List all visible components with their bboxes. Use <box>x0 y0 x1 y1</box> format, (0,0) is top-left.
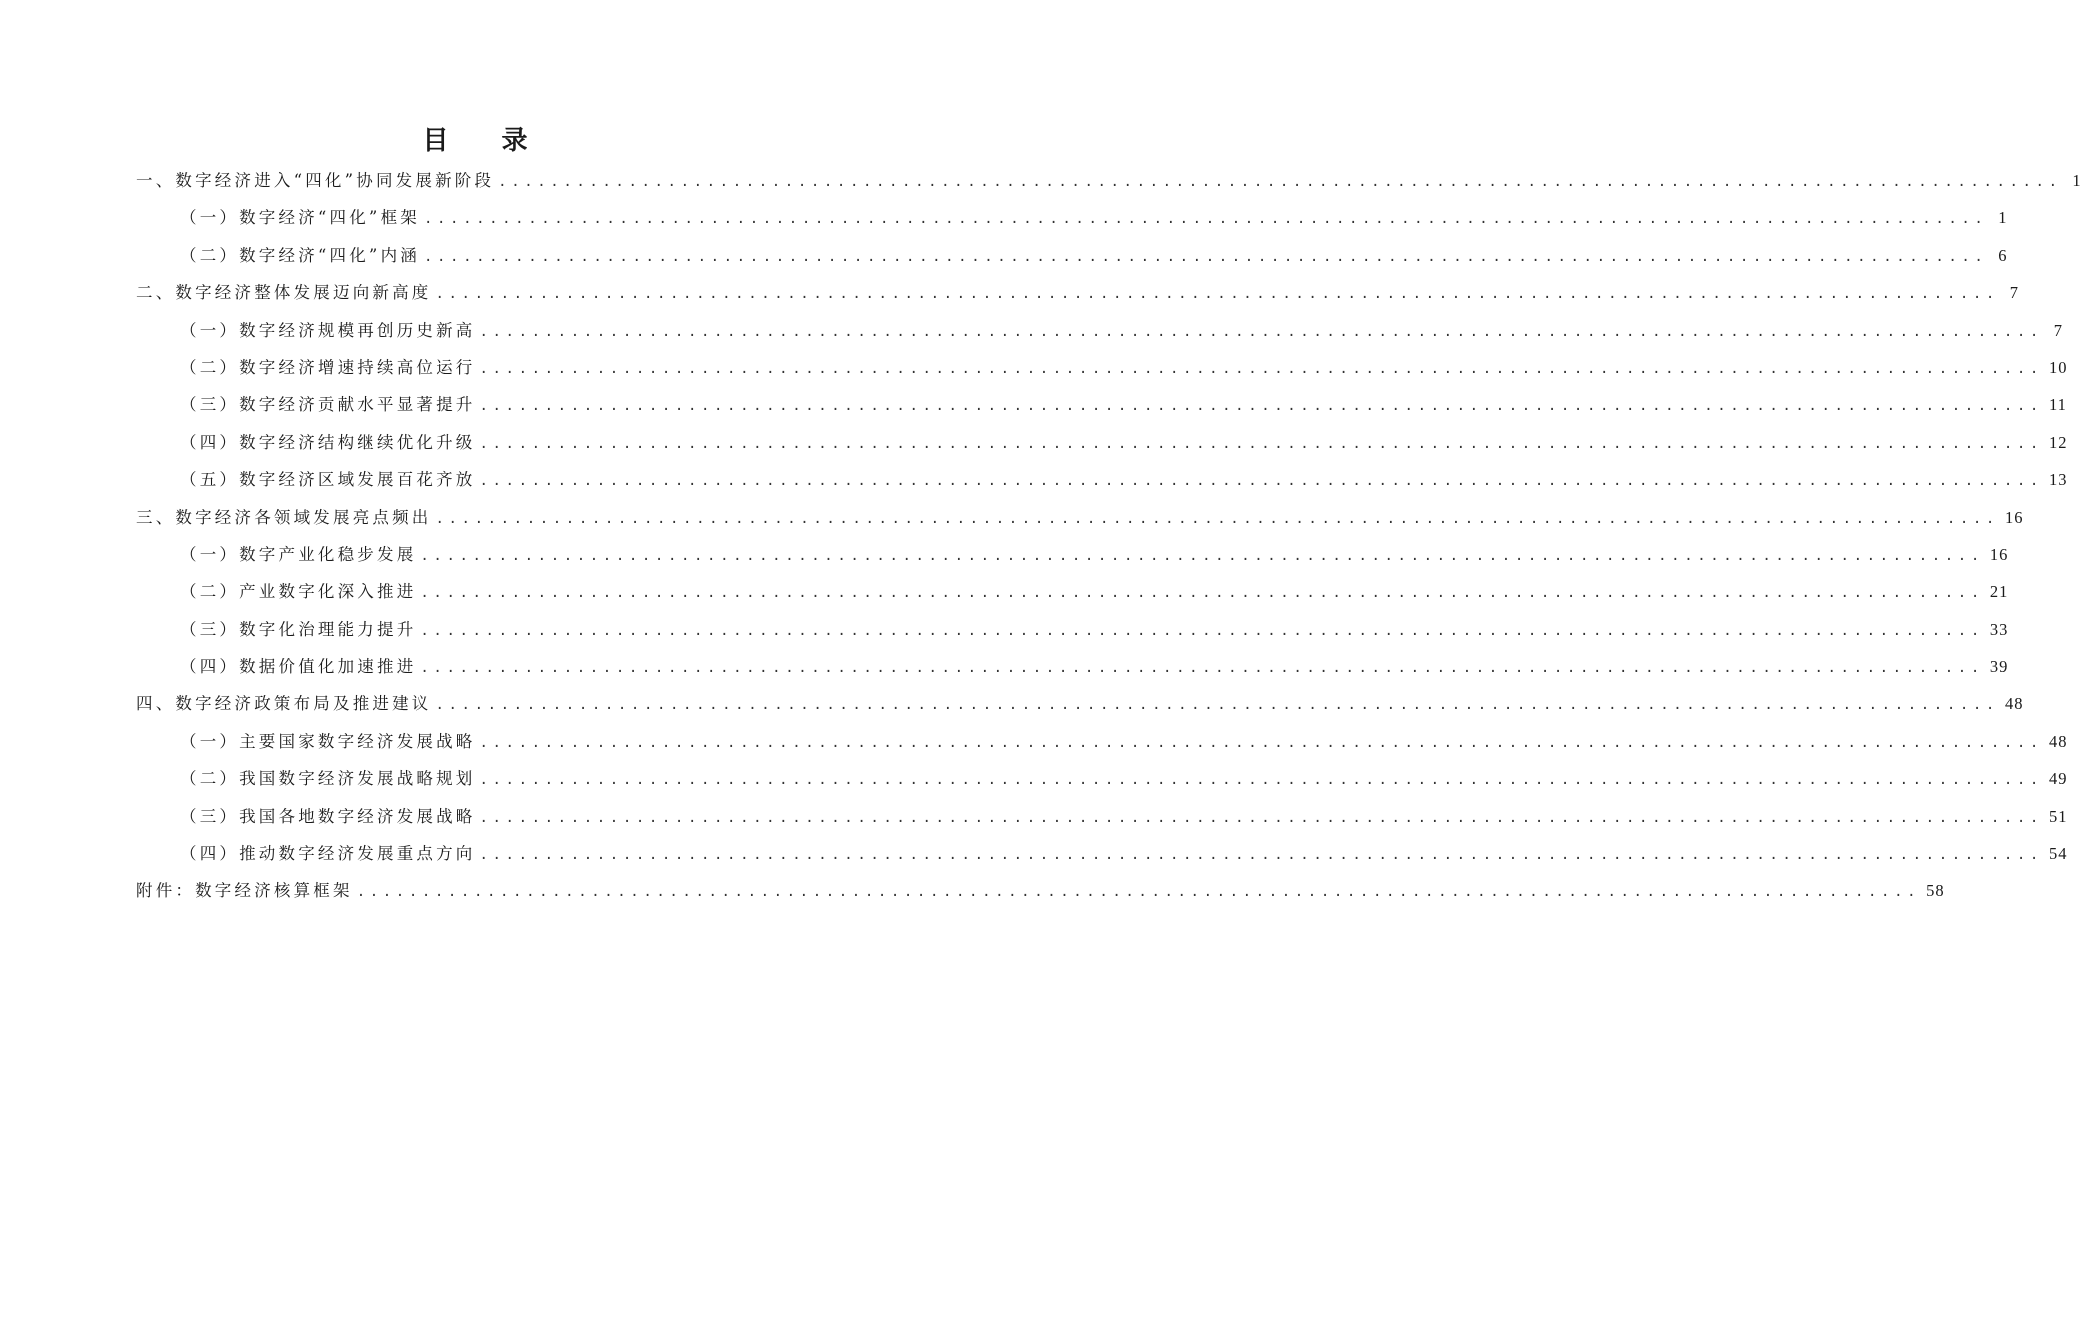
toc-entry[interactable] <box>136 204 2008 241</box>
toc-entry[interactable] <box>136 803 2068 840</box>
toc-dot-leader: ........................................................................................................................ <box>479 473 2043 490</box>
toc-dot-leader: ........................................................................................................................ <box>479 809 2043 826</box>
toc-dot-leader: ........................................................................................................................ <box>423 248 1988 265</box>
toc-entry-label: （二）我国数字经济发展战略规划 <box>180 769 476 789</box>
toc-entry[interactable] <box>136 728 2068 765</box>
toc-page-number: 39 <box>1989 657 2009 677</box>
toc-dot-leader: ........................................................................................................................ <box>435 697 1999 714</box>
toc-entry-label: 四、数字经济政策布局及推进建议 <box>136 694 432 714</box>
toc-entry-label: （二）产业数字化深入推进 <box>180 582 417 602</box>
toc-dot-leader: ........................................................................................................................ <box>479 734 2043 751</box>
toc-entry-label: （四）数据价值化加速推进 <box>180 657 417 677</box>
toc-page-number: 58 <box>1926 881 1945 901</box>
toc-entry-label: （五）数字经济区域发展百花齐放 <box>180 470 476 490</box>
toc-dot-leader: ........................................................................................................................ <box>479 360 2043 377</box>
toc-page-number: 16 <box>2004 507 2024 527</box>
toc-entry[interactable] <box>136 690 2024 727</box>
toc-page-number: 33 <box>1989 619 2009 639</box>
toc-dot-leader: ........................................................................................................................ <box>479 398 2043 415</box>
toc-entry[interactable] <box>136 391 2067 428</box>
toc-entry[interactable] <box>136 653 2009 690</box>
toc-entry[interactable] <box>136 616 2009 653</box>
toc-page-number: 13 <box>2048 470 2068 490</box>
toc-dot-leader: ........................................................................................................................ <box>420 585 1984 602</box>
toc-page-number: 21 <box>1989 582 2009 602</box>
toc-page-number: 51 <box>2048 806 2068 826</box>
toc-page-number: 54 <box>2048 844 2068 864</box>
toc-entry[interactable] <box>136 354 2068 391</box>
toc-page-number: 1 <box>1998 208 2008 228</box>
toc-dot-leader: ........................................................................................................................ <box>479 435 2043 452</box>
toc-entry-label: （三）数字经济贡献水平显著提升 <box>180 395 476 415</box>
toc-page-number: 48 <box>2048 731 2068 751</box>
toc-page-number: 11 <box>2048 395 2067 415</box>
toc-entry-label: 三、数字经济各领域发展亮点频出 <box>136 507 432 527</box>
toc-entry-label: （二）数字经济“四化”内涵 <box>180 245 420 265</box>
toc-page-number: 7 <box>2053 320 2063 340</box>
page-title: 目 录 <box>422 126 550 156</box>
toc-dot-leader: ........................................................................................................................ <box>479 847 2043 864</box>
toc-dot-leader: ........................................................................................................................ <box>479 772 2043 789</box>
toc-dot-leader: ........................................................................................................................ <box>420 547 1984 564</box>
toc-entry-label: （一）主要国家数字经济发展战略 <box>180 731 476 751</box>
toc-dot-leader: ........................................................................................................................ <box>423 211 1988 228</box>
toc-entry-label: 附件：数字经济核算框架 <box>136 881 353 901</box>
toc-entry[interactable] <box>136 279 2019 316</box>
toc-entry[interactable] <box>136 765 2068 802</box>
toc-entry[interactable] <box>136 541 2009 578</box>
toc-page-number: 12 <box>2048 432 2068 452</box>
toc-entry-label: （三）数字化治理能力提升 <box>180 619 417 639</box>
toc-page-number: 16 <box>1989 544 2009 564</box>
toc-page-number: 6 <box>1998 245 2008 265</box>
toc-dot-leader: ........................................................................................................................ <box>420 660 1984 677</box>
table-of-contents <box>136 167 2082 915</box>
toc-entry-label: 一、数字经济进入“四化”协同发展新阶段 <box>136 171 495 190</box>
toc-page-number: 10 <box>2048 357 2068 377</box>
toc-entry[interactable] <box>136 167 2082 204</box>
toc-entry-label: 二、数字经济整体发展迈向新高度 <box>136 283 432 303</box>
toc-entry[interactable] <box>136 242 2008 279</box>
toc-entry[interactable] <box>136 429 2068 466</box>
toc-page-number: 49 <box>2048 769 2068 789</box>
toc-entry[interactable] <box>136 466 2068 503</box>
toc-entry-label: （四）推动数字经济发展重点方向 <box>180 844 476 864</box>
toc-entry-label: （四）数字经济结构继续优化升级 <box>180 432 476 452</box>
toc-entry-label: （一）数字产业化稳步发展 <box>180 544 417 564</box>
toc-page-number: 48 <box>2004 694 2024 714</box>
toc-entry-label: （一）数字经济“四化”框架 <box>180 208 420 228</box>
toc-dot-leader: ........................................................................................................................ <box>420 622 1984 639</box>
toc-dot-leader: ........................................................................................................................ <box>479 323 2043 340</box>
toc-entry[interactable] <box>136 504 2024 541</box>
toc-entry[interactable] <box>136 317 2063 354</box>
toc-entry-label: （二）数字经济增速持续高位运行 <box>180 357 476 377</box>
toc-entry[interactable] <box>136 578 2009 615</box>
toc-page-number: 1 <box>2072 171 2082 190</box>
toc-entry[interactable] <box>136 877 1945 914</box>
toc-entry-label: （三）我国各地数字经济发展战略 <box>180 806 476 826</box>
toc-dot-leader: ........................................................................................................................ <box>435 286 1999 303</box>
toc-entry-label: （一）数字经济规模再创历史新高 <box>180 320 476 340</box>
toc-dot-leader: ........................................................................................................................ <box>498 174 2062 190</box>
toc-dot-leader: ........................................................................................................................ <box>356 884 1921 901</box>
toc-dot-leader: ........................................................................................................................ <box>435 510 1999 527</box>
toc-entry[interactable] <box>136 840 2068 877</box>
toc-page-number: 7 <box>2009 283 2019 303</box>
